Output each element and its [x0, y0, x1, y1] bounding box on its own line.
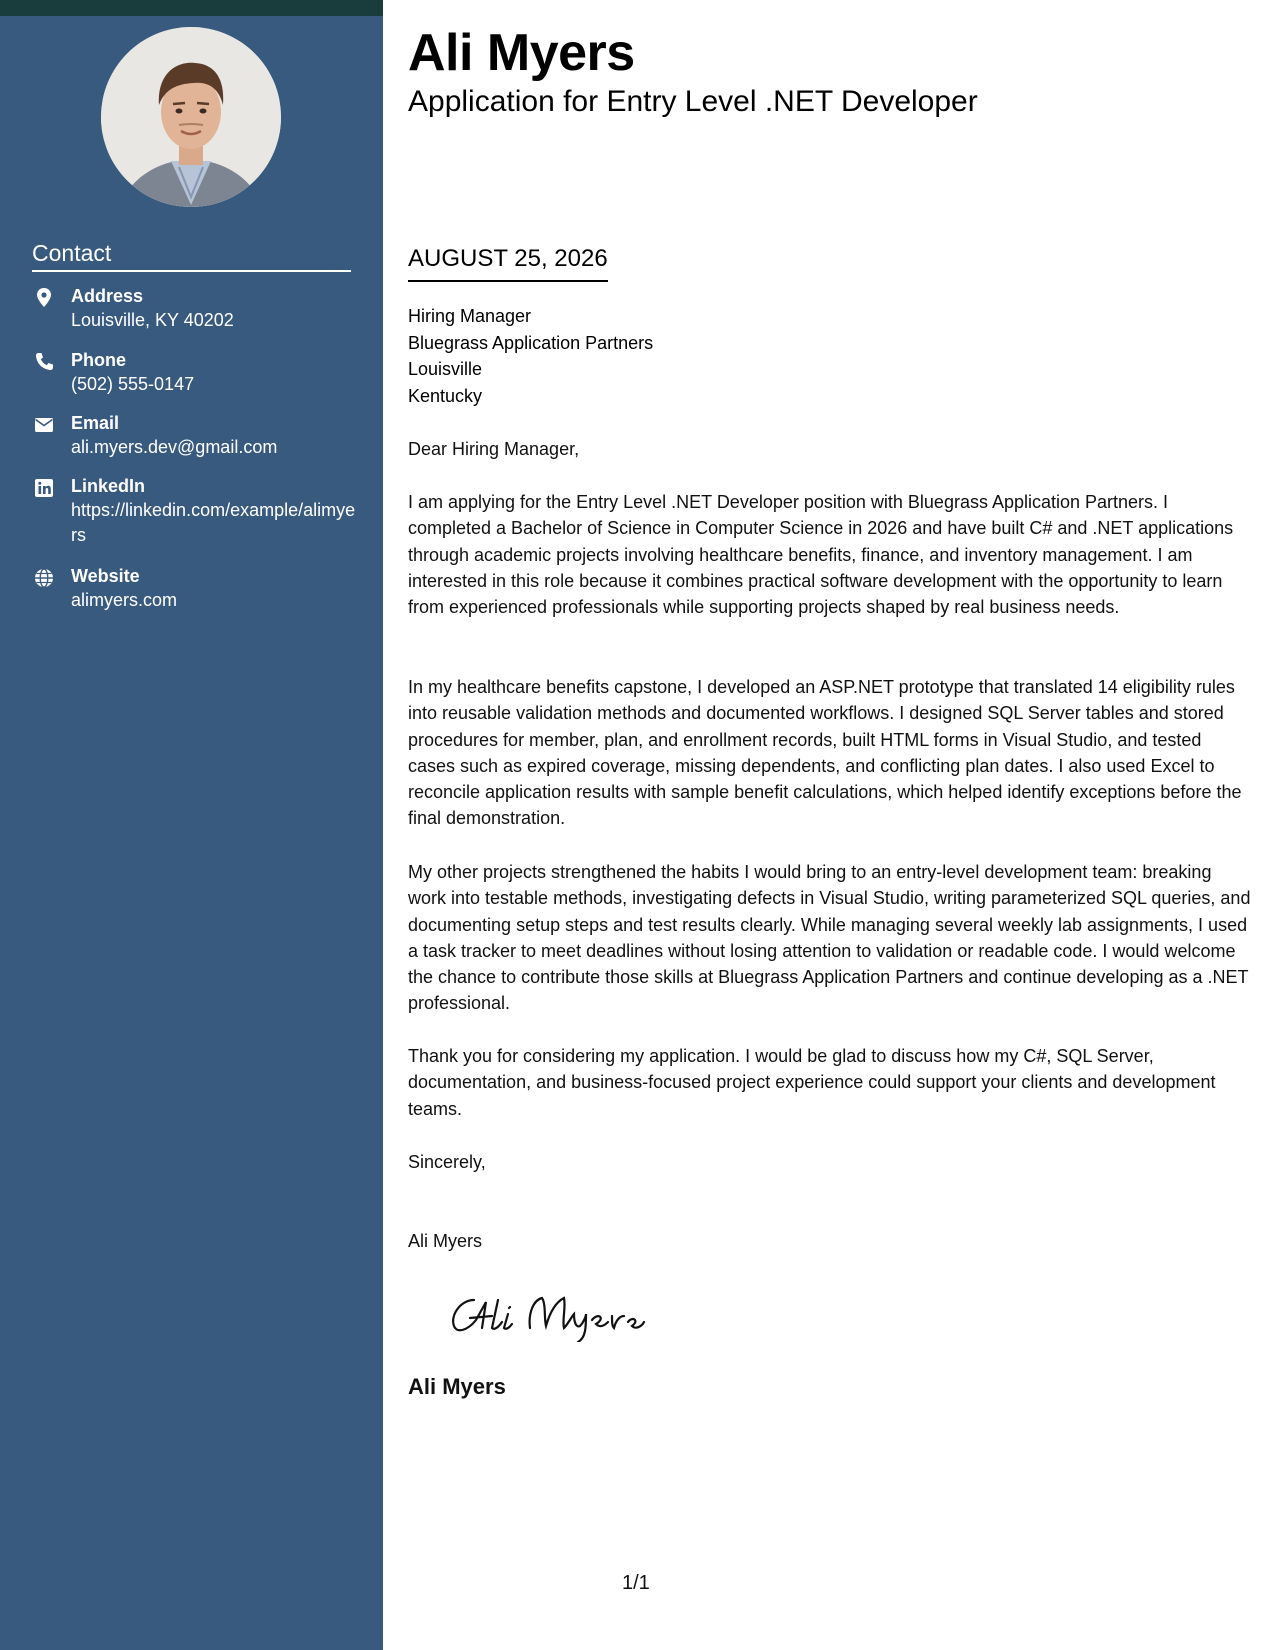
- handwritten-signature: [446, 1282, 646, 1342]
- sidebar-top-bar: [0, 0, 383, 16]
- letter-date: AUGUST 25, 2026: [408, 244, 608, 282]
- email-value[interactable]: ali.myers.dev@gmail.com: [71, 437, 278, 457]
- contact-item-email: [32, 411, 352, 461]
- linkedin-label: LinkedIn: [71, 476, 146, 496]
- contact-heading: Contact: [32, 238, 351, 272]
- body-paragraph: My other projects strengthened the habits I would bring to an entry-level development team: breaking work into testable methods, investigating defects in Visual Studio, writing parameterized SQL queries, and documenting setup steps and test results clearly. While managing several weekly lab assignments, I used a task tracker to meet deadlines without losing attention to validation or readable code. I would welcome the chance to contribute those skills at Bluegrass Application Partners and continue developing as a .NET professional.: [408, 862, 1251, 1014]
- website-value[interactable]: alimyers.com: [71, 590, 178, 610]
- contact-item-phone: [32, 348, 352, 398]
- map-pin-icon: [32, 286, 56, 310]
- email-label: Email: [71, 413, 120, 433]
- contact-item-address: [32, 284, 352, 334]
- signature-name: Ali Myers: [408, 1374, 506, 1399]
- page-number: 1/1: [622, 1572, 650, 1594]
- recipient-line: Bluegrass Application Partners: [408, 332, 654, 353]
- phone-icon: [32, 350, 56, 374]
- address-label: Address: [71, 286, 144, 306]
- recipient-line: Hiring Manager: [408, 306, 532, 326]
- closing: Sincerely,: [408, 1152, 486, 1172]
- phone-label: Phone: [71, 350, 127, 370]
- salutation: Dear Hiring Manager,: [408, 439, 580, 459]
- contact-item-linkedin: [32, 474, 356, 550]
- sidebar: [0, 0, 383, 1650]
- applicant-name: Ali Myers: [408, 24, 635, 82]
- linkedin-icon: [32, 476, 56, 500]
- phone-value[interactable]: (502) 555-0147: [71, 374, 195, 394]
- recipient-line: Kentucky: [408, 385, 483, 406]
- linkedin-value[interactable]: https://linkedin.com/example/alimyers: [71, 500, 356, 545]
- recipient-line: Louisville: [408, 359, 483, 379]
- recipient-block: [408, 303, 653, 409]
- avatar: [101, 27, 281, 207]
- address-value: Louisville, KY 40202: [71, 310, 234, 330]
- application-subtitle: Application for Entry Level .NET Developer: [408, 85, 978, 118]
- signer-name: Ali Myers: [408, 1231, 483, 1251]
- body-paragraph: Thank you for considering my application. I would be glad to discuss how my C#, SQL Server, documentation, and business-focused project experience could support your clients and development teams.: [408, 1046, 1216, 1119]
- website-label: Website: [71, 566, 140, 586]
- body-paragraph: I am applying for the Entry Level .NET Developer position with Bluegrass Application Partners. I completed a Bachelor of Science in Computer Science in 2026 and have built C# and .NET applications through academic projects involving healthcare benefits, finance, and inventory management. I am interested in this role because it combines practical software development with the opportunity to learn from experienced professionals while supporting projects shaped by real business needs.: [408, 492, 1234, 618]
- envelope-icon: [32, 413, 56, 437]
- globe-icon: [32, 566, 56, 590]
- contact-item-website: [32, 564, 352, 614]
- body-paragraph: In my healthcare benefits capstone, I developed an ASP.NET prototype that translated 14 eligibility rules into reusable validation methods and documented workflows. I designed SQL Server tables and stored procedures for member, plan, and enrollment records, built HTML forms in Visual Studio, and tested cases such as expired coverage, missing dependents, and conflicting plan dates. I also used Excel to reconcile application results with sample benefit calculations, which helped identify exceptions before the final demonstration.: [408, 677, 1242, 829]
